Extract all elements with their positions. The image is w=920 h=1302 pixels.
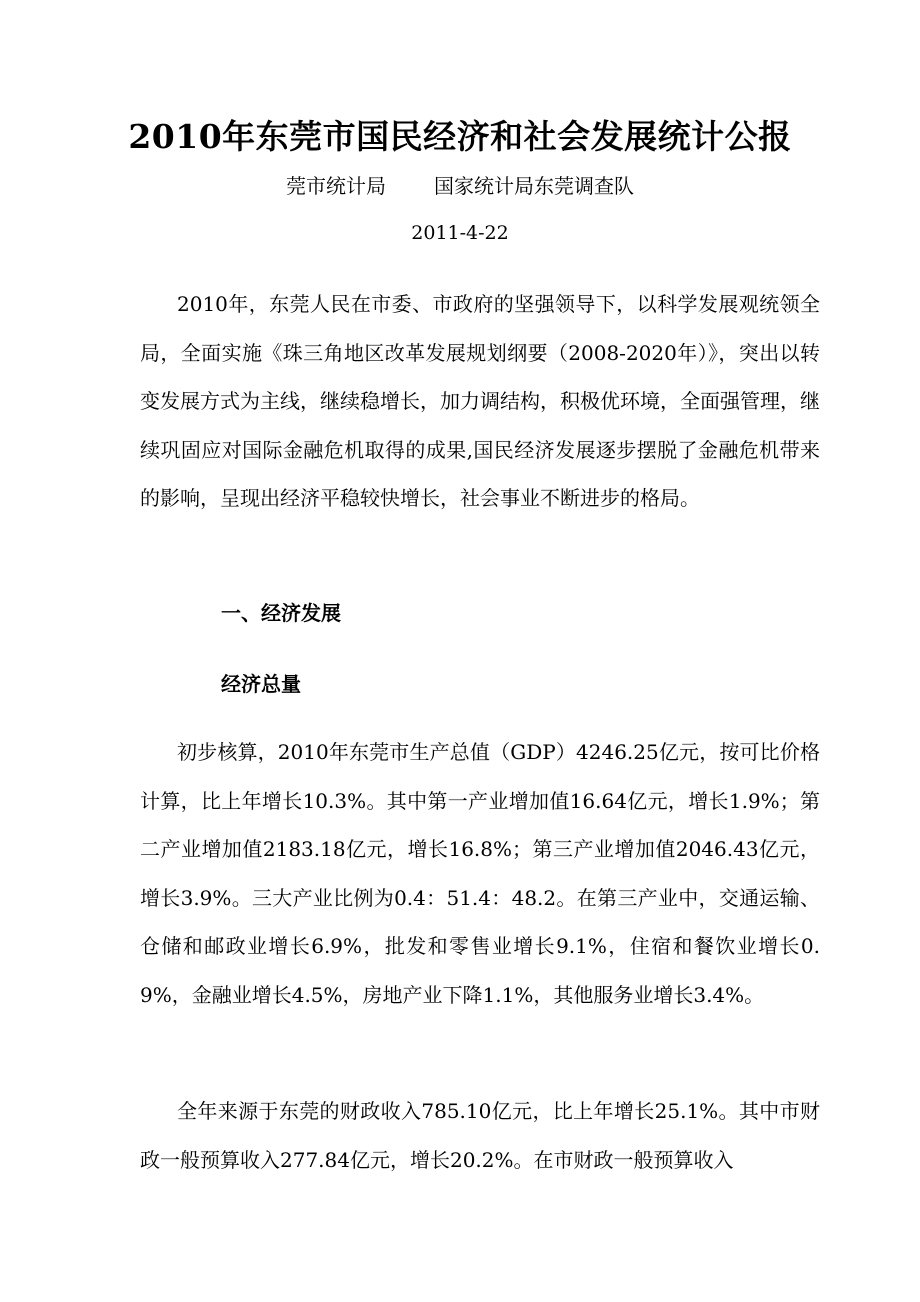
intro-paragraph: 2010年，东莞人民在市委、市政府的坚强领导下，以科学发展观统领全局，全面实施《珠三角地区改革发展规划纲要（2008-2020年）》，突出以转变发展方式为主线，继续稳增长，加力调结构，积极优环境，全面强管理，继续巩固应对国际金融危机取得的成果,国民经济发展逐步摆脱了金融危机带来的影响，呈现出经济平稳较快增长，社会事业不断进步的格局。 <box>140 292 820 510</box>
finance-paragraph: 全年来源于东莞的财政收入785.10亿元，比上年增长25.1%。其中市财政一般预算收入277.84亿元，增长20.2%。在市财政一般预算收入 <box>140 1099 820 1172</box>
document-title: 2010年东莞市国民经济和社会发展统计公报 <box>128 117 792 156</box>
section-heading: 一、经济发展 <box>221 601 341 625</box>
author-municipal-bureau: 莞市统计局 <box>286 174 386 198</box>
author-survey-team: 国家统计局东莞调查队 <box>434 174 634 198</box>
publish-date: 2011-4-22 <box>411 222 509 244</box>
gdp-paragraph: 初步核算，2010年东莞市生产总值（GDP）4246.25亿元，按可比价格计算，比上年增长10.3%。其中第一产业增加值16.64亿元，增长1.9%；第二产业增加值2183.18亿元，增长16.8%；第三产业增加值2046.43亿元，增长3.9%。三大产业比例为0.4：51.4：48.2。在第三产业中，交通运输、仓储和邮政业增长6.9%，批发和零售业增长9.1%，住宿和餐饮业增长0.9%，金融业增长4.5%，房地产业下降1.1%，其他服务业增长3.4%。 <box>140 740 820 1007</box>
subsection-heading: 经济总量 <box>221 672 301 696</box>
document-authors <box>0 168 920 204</box>
